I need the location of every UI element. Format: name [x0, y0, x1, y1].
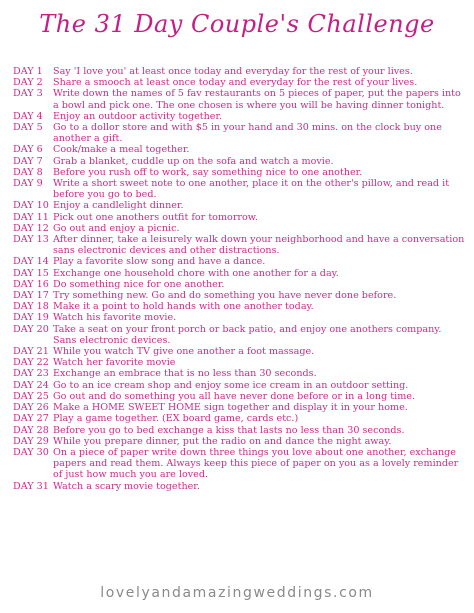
day-label: DAY 13 — [13, 234, 49, 246]
day-label: DAY 26 — [13, 402, 49, 414]
challenge-row — [13, 223, 465, 234]
challenge-text: Exchange an embrace that is no less than 30 seconds. — [53, 368, 317, 380]
challenge-text: Share a smooch at least once today and everyday for the rest of your lives. — [53, 77, 418, 89]
challenge-row — [13, 122, 465, 144]
day-label: DAY 24 — [13, 379, 49, 391]
day-label: DAY 17 — [13, 290, 49, 302]
day-label: DAY 1 — [13, 66, 43, 77]
day-label: DAY 30 — [13, 446, 49, 458]
challenge-text: Enjoy an outdoor activity together. — [53, 110, 223, 122]
page-title: The 31 Day Couple's Challenge — [39, 10, 435, 38]
day-label: DAY 11 — [13, 211, 49, 223]
challenge-row — [13, 447, 465, 481]
challenge-row — [13, 436, 465, 447]
day-label: DAY 3 — [13, 88, 43, 100]
challenge-text: Go out and enjoy a picnic. — [53, 222, 180, 234]
challenge-row — [13, 368, 465, 379]
day-label: DAY 12 — [13, 222, 49, 234]
challenge-row — [13, 312, 465, 323]
challenge-row — [13, 346, 465, 357]
challenge-row — [13, 402, 465, 413]
day-label: DAY 2 — [13, 77, 43, 89]
challenge-row — [13, 212, 465, 223]
day-label: DAY 18 — [13, 301, 49, 313]
challenge-row — [13, 279, 465, 290]
challenge-text: After dinner, take a leisurely walk down your neighborhood and have a conversation sans electronic devices and other distractions. — [53, 234, 465, 257]
day-label: DAY 25 — [13, 390, 49, 402]
day-label: DAY 23 — [13, 368, 49, 380]
challenge-text: Write down the names of 5 fav restaurants on 5 pieces of paper, put the papers into a bowl and pick one. The one chosen is where you will be having dinner tonight. — [53, 88, 461, 111]
challenge-text: Go to an ice cream shop and enjoy some ice cream in an outdoor setting. — [53, 379, 409, 391]
challenge-list — [13, 66, 465, 492]
challenge-row — [13, 324, 465, 346]
challenge-text: Try something new. Go and do something you have never done before. — [53, 290, 397, 302]
challenge-text: Watch her favorite movie — [53, 357, 176, 369]
day-label: DAY 21 — [13, 346, 49, 358]
challenge-text: On a piece of paper write down three things you love about one another, exchange papers and read them. Always keep this piece of paper on you as a lovely reminder of just how much you are loved. — [53, 446, 459, 481]
challenge-text: Say 'I love you' at least once today and everyday for the rest of your lives. — [53, 66, 413, 77]
day-label: DAY 20 — [13, 323, 49, 335]
day-label: DAY 16 — [13, 278, 49, 290]
day-label: DAY 14 — [13, 256, 49, 268]
challenge-text: Write a short sweet note to one another, place it on the other's pillow, and read it before you go to bed. — [53, 178, 450, 201]
day-label: DAY 7 — [13, 155, 43, 167]
challenge-row — [13, 301, 465, 312]
challenge-row — [13, 156, 465, 167]
challenge-text: Watch his favorite movie. — [53, 312, 177, 324]
challenge-text: Exchange one household chore with one another for a day. — [53, 267, 339, 279]
challenge-text: Take a seat on your front porch or back patio, and enjoy one anothers company. Sans electronic devices. — [53, 323, 442, 346]
challenge-text: Play a favorite slow song and have a dance. — [53, 256, 266, 268]
challenge-text: Watch a scary movie together. — [53, 480, 200, 492]
challenge-text: Grab a blanket, cuddle up on the sofa and watch a movie. — [53, 155, 334, 167]
challenge-row — [13, 66, 465, 77]
challenge-row — [13, 425, 465, 436]
day-label: DAY 28 — [13, 424, 49, 436]
challenge-row — [13, 200, 465, 211]
challenge-row — [13, 111, 465, 122]
challenge-text: Cook/make a meal together. — [53, 144, 190, 156]
day-label: DAY 29 — [13, 435, 49, 447]
footer-website: lovelyandamazingweddings.com — [100, 585, 374, 601]
day-label: DAY 31 — [13, 480, 49, 492]
day-label: DAY 9 — [13, 178, 43, 190]
challenge-text: While you prepare dinner, put the radio on and dance the night away. — [53, 435, 392, 447]
day-label: DAY 15 — [13, 267, 49, 279]
challenge-row — [13, 256, 465, 267]
challenge-text: Enjoy a candlelight dinner. — [53, 200, 184, 212]
challenge-row — [13, 268, 465, 279]
challenge-row — [13, 144, 465, 155]
challenge-text: Pick out one anothers outfit for tomorrow. — [53, 211, 258, 223]
challenge-text: Do something nice for one another. — [53, 278, 225, 290]
day-label: DAY 19 — [13, 312, 49, 324]
challenge-row — [13, 178, 465, 200]
day-label: DAY 27 — [13, 413, 49, 425]
challenge-text: Play a game together. (EX board game, cards etc.) — [53, 413, 299, 425]
challenge-text: Make a HOME SWEET HOME sign together and display it in your home. — [53, 402, 408, 414]
challenge-row — [13, 357, 465, 368]
day-label: DAY 8 — [13, 166, 43, 178]
challenge-text: Before you rush off to work, say something nice to one another. — [53, 166, 363, 178]
challenge-text: Before you go to bed exchange a kiss that lasts no less than 30 seconds. — [53, 424, 405, 436]
challenge-text: Go to a dollor store and with $5 in your hand and 30 mins. on the clock buy one another a gift. — [53, 122, 442, 145]
challenge-row — [13, 88, 465, 110]
challenge-row — [13, 481, 465, 492]
challenge-row — [13, 391, 465, 402]
day-label: DAY 10 — [13, 200, 49, 212]
challenge-text: While you watch TV give one another a foot massage. — [53, 346, 315, 358]
challenge-row — [13, 167, 465, 178]
day-label: DAY 4 — [13, 110, 43, 122]
day-label: DAY 22 — [13, 357, 49, 369]
challenge-row — [13, 380, 465, 391]
challenge-row — [13, 290, 465, 301]
day-label: DAY 6 — [13, 144, 43, 156]
challenge-row — [13, 77, 465, 88]
challenge-row — [13, 413, 465, 424]
challenge-text: Go out and do something you all have never done before or in a long time. — [53, 390, 416, 402]
challenge-row — [13, 234, 465, 256]
challenge-text: Make it a point to hold hands with one another today. — [53, 301, 314, 313]
day-label: DAY 5 — [13, 122, 43, 134]
